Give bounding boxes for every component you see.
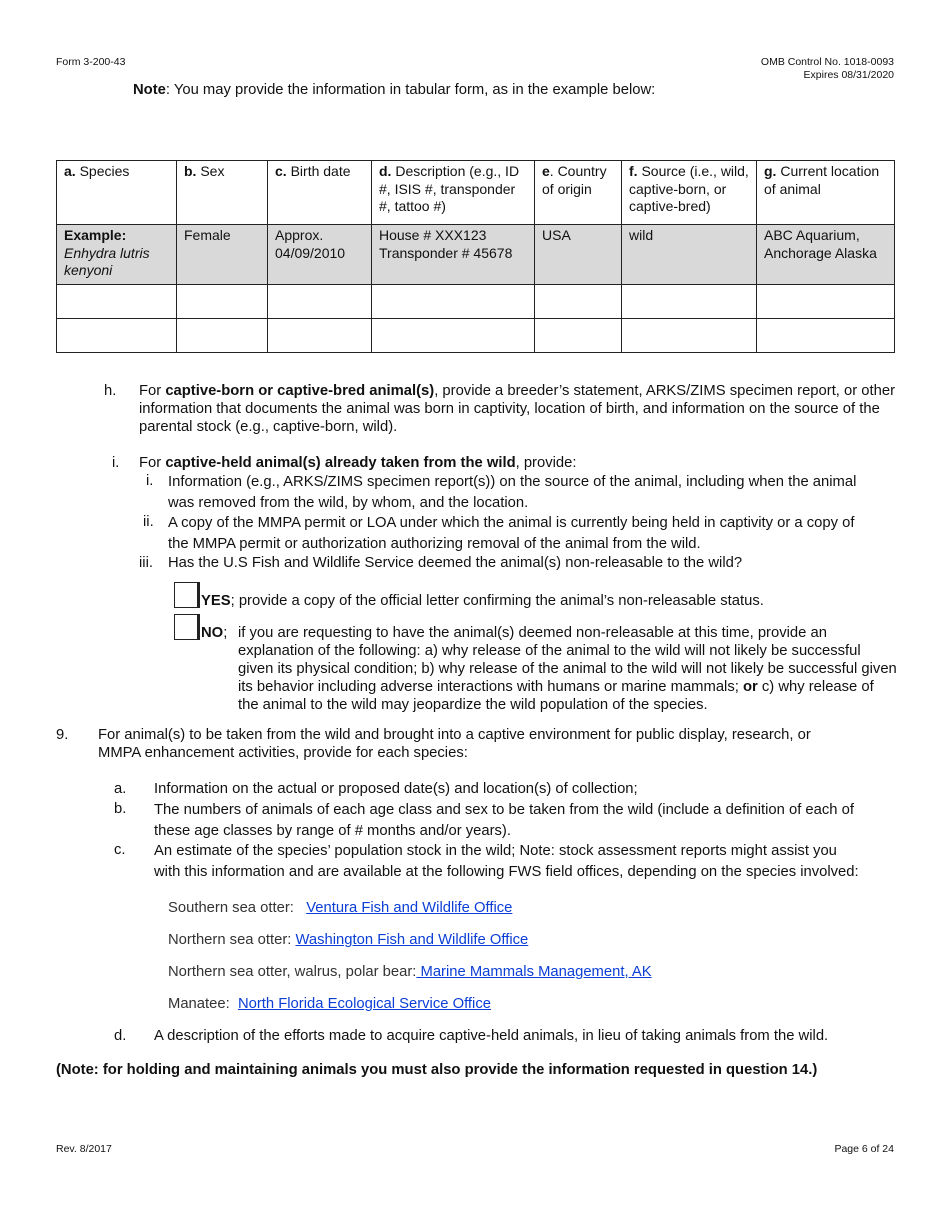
table-header-row xyxy=(57,161,895,225)
omb-control-text: OMB Control No. 1018-0093 xyxy=(760,56,894,68)
item-9d-marker: d. xyxy=(114,1028,127,1044)
subitem-i-marker: i. xyxy=(146,473,154,489)
subitem-ii-marker: ii. xyxy=(143,514,154,530)
washington-office-link[interactable]: Washington Fish and Wildlife Office xyxy=(295,932,529,948)
item-9b-text: The numbers of animals of each age class and sex to be taken from the wild (include a definition of each of these age classes by range of # months and/or years). xyxy=(154,802,854,839)
note-text: : You may provide the information in tabular form, as in the example below: xyxy=(165,82,656,98)
page-number: Page 6 of 24 xyxy=(834,1143,894,1155)
omb-control-number xyxy=(761,56,894,82)
item-9c-marker: c. xyxy=(114,842,126,858)
item-9c-text: An estimate of the species’ population stock in the wild; Note: stock assessment reports might assist you with this information and are available at the following FWS field offices, depending on the species involved: xyxy=(154,843,859,880)
item-h-text: For captive-born or captive-bred animal(s), provide a breeder’s statement, ARKS/ZIMS specimen report, or other information that documents the animal was born in captivity, location of birth, and information on the source of the parental stock (e.g., captive-born, wild). xyxy=(139,383,896,435)
example-location: ABC Aquarium, Anchorage Alaska xyxy=(757,225,895,285)
no-label: NO; xyxy=(201,625,228,641)
header-source: f. Source (i.e., wild, captive-born, or captive-bred) xyxy=(622,161,757,225)
expiration-date: Expires 08/31/2020 xyxy=(803,69,894,81)
marine-mammals-link[interactable]: Marine Mammals Management, AK xyxy=(416,964,652,980)
example-description: House # XXX123 Transponder # 45678 xyxy=(372,225,535,285)
header-location: g. Current location of animal xyxy=(757,161,895,225)
office-marine-mammals: Northern sea otter, walrus, polar bear: Marine Mammals Management, AK xyxy=(168,964,652,980)
header-sex: b. Sex xyxy=(177,161,268,225)
form-number: Form 3-200-43 xyxy=(56,56,126,68)
table-row xyxy=(57,318,895,352)
final-note: (Note: for holding and maintaining animals you must also provide the information requested in question 14.) xyxy=(56,1062,818,1078)
office-southern-sea-otter: Southern sea otter: Ventura Fish and Wildlife Office xyxy=(168,900,513,916)
example-country: USA xyxy=(535,225,622,285)
subitem-i-text: Information (e.g., ARKS/ZIMS specimen report(s)) on the source of the animal, including when the animal was removed from the wild, by whom, and the location. xyxy=(168,474,857,511)
subitem-iii-marker: iii. xyxy=(139,555,153,571)
item-9b-marker: b. xyxy=(114,801,127,817)
no-option-text: if you are requesting to have the animal(s) deemed non-releasable at this time, provide an explanation of the following: a) why release of the animal to the wild will not likely be successful given its physical condition; b) why release of the animal to the wild will not likely be successful given its behavior including adverse interactions with humans or marine mammals; or c) why release of the animal to the wild may jeopardize the wild population of the species. xyxy=(238,625,897,713)
revision-date: Rev. 8/2017 xyxy=(56,1143,112,1155)
header-species: a. Species xyxy=(57,161,177,225)
item-9a-text: Information on the actual or proposed date(s) and location(s) of collection; xyxy=(154,781,638,797)
item-9d-text: A description of the efforts made to acquire captive-held animals, in lieu of taking animals from the wild. xyxy=(154,1028,829,1044)
item-9-text: For animal(s) to be taken from the wild and brought into a captive environment for public display, research, or MMPA enhancement activities, provide for each species: xyxy=(98,727,811,761)
item-9-marker: 9. xyxy=(56,727,69,743)
office-northern-sea-otter: Northern sea otter: Washington Fish and Wildlife Office xyxy=(168,932,529,948)
example-sex: Female xyxy=(177,225,268,285)
ventura-office-link[interactable]: Ventura Fish and Wildlife Office xyxy=(306,900,513,916)
item-9a-marker: a. xyxy=(114,781,127,797)
item-i-text: For captive-held animal(s) already taken from the wild, provide: xyxy=(139,455,577,471)
header-birth-date: c. Birth date xyxy=(268,161,372,225)
header-country: e. Country of origin xyxy=(535,161,622,225)
note-label: Note xyxy=(133,82,166,98)
table-note xyxy=(133,81,655,99)
header-description: d. Description (e.g., ID #, ISIS #, transponder #, tattoo #) xyxy=(372,161,535,225)
yes-checkbox[interactable] xyxy=(174,582,200,608)
example-source: wild xyxy=(622,225,757,285)
item-h-marker: h. xyxy=(104,383,117,399)
example-species: Example: Enhydra lutris kenyoni xyxy=(57,225,177,285)
item-i-marker: i. xyxy=(112,455,120,471)
subitem-ii-text: A copy of the MMPA permit or LOA under which the animal is currently being held in captivity or a copy of the MMPA permit or authorization authorizing removal of the animal from the wild. xyxy=(168,515,855,552)
yes-option: YES; provide a copy of the official letter confirming the animal’s non-releasable status. xyxy=(201,593,764,609)
no-checkbox[interactable] xyxy=(174,614,200,640)
example-birth-date: Approx. 04/09/2010 xyxy=(268,225,372,285)
example-row xyxy=(57,225,895,285)
example-table xyxy=(56,160,895,353)
office-manatee: Manatee: North Florida Ecological Service Office xyxy=(168,996,491,1012)
table-row xyxy=(57,284,895,318)
north-florida-office-link[interactable]: North Florida Ecological Service Office xyxy=(237,996,491,1012)
subitem-iii-text: Has the U.S Fish and Wildlife Service deemed the animal(s) non-releasable to the wild? xyxy=(168,555,743,571)
